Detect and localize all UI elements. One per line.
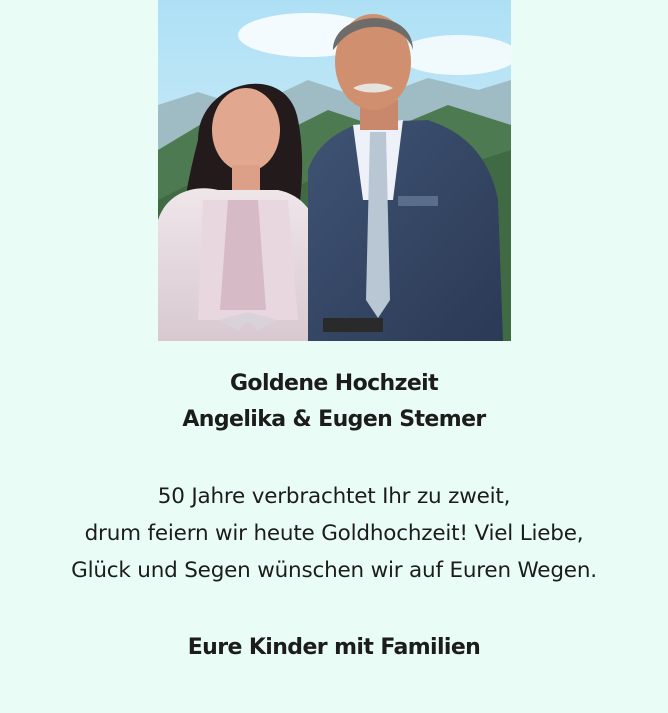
couple-photo bbox=[158, 0, 511, 341]
signature: Eure Kinder mit Familien bbox=[187, 635, 481, 660]
announcement-title bbox=[0, 366, 668, 438]
message-line-2: drum feiern wir heute Goldhochzeit! Viel Liebe, bbox=[84, 521, 584, 546]
message-line-3: Glück und Segen wünschen wir auf Euren Wegen. bbox=[71, 558, 597, 583]
title-line-2: Angelika & Eugen Stemer bbox=[182, 407, 486, 432]
message-line-1: 50 Jahre verbrachtet Ihr zu zweit, bbox=[157, 484, 511, 509]
title-line-1: Goldene Hochzeit bbox=[229, 371, 439, 396]
congratulation-message bbox=[0, 478, 668, 589]
